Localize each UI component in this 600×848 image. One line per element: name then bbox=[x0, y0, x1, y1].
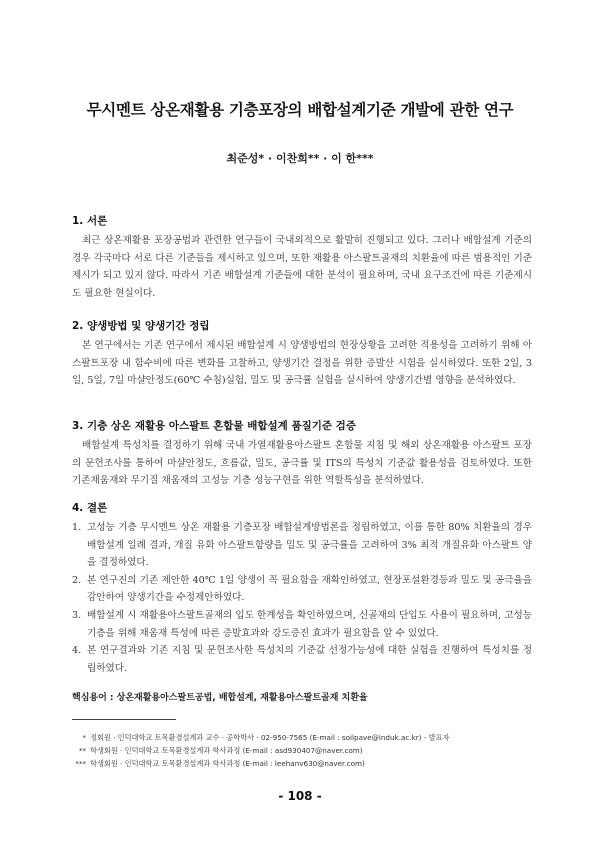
section-body: 본 연구에서는 기존 연구에서 제시된 배합설계 시 양생방법의 현장상황을 고려한 적용성을 고려하기 위해 아스팔트포장 내 함수비에 따른 변화를 고찰하고, 양생기간 결정을 위한 증발산 시험을 실시하였다. 또한 2일, 3일, 5일, 7일 마샬안정도(60℃ 수침)실험, 밀도 및 공극률 실험을 실시하여 양생기간별 영향을 분석하였다. bbox=[72, 340, 532, 387]
section-quality-criteria bbox=[72, 418, 532, 490]
page-number: - 108 - bbox=[278, 789, 322, 803]
conclusion-list bbox=[72, 519, 532, 677]
footnotes bbox=[72, 731, 542, 770]
list-item: 1. 고성능 기층 무시멘트 상온 재활용 기층포장 배합설계방법론을 정립하였고, 이를 통한 80% 치환율의 경우 배합설계 일례 결과, 개질 유화 아스팔트함량을 밀도 및 공극률을 고려하여 3% 최적 개질유화 아스팔트 양을 결정하였다. bbox=[72, 522, 532, 569]
list-item: 3. 배합설계 시 재활용아스팔트골재의 입도 한계성을 확인하였으며, 신골재의 단입도 사용이 필요하며, 고성능기층을 위해 채움재 특성에 따른 증발효과와 강도증진 효과가 필요함을 알 수 있었다. bbox=[72, 609, 532, 639]
paper-title: 무시멘트 상온재활용 기층포장의 배합설계기준 개발에 관한 연구 bbox=[86, 101, 514, 119]
section-heading: 4. 결론 bbox=[72, 502, 108, 514]
keywords: 핵심용어 : 상온재활용아스팔트공법, 배합설계, 재활용아스팔트골재 치환율 bbox=[72, 693, 368, 703]
author-line: 최준성* · 이찬희** · 이 한*** bbox=[226, 152, 374, 165]
footnote: *** 학생회원 · 인덕대학교 토목환경설계과 학사과정 (E-mail : leehanv630@naver.com) bbox=[75, 759, 365, 768]
section-curing-method bbox=[72, 318, 532, 390]
section-body: 최근 상온재활용 포장공법과 관련한 연구들이 국내외적으로 활발히 진행되고 있다. 그러나 배합설계 기준의 경우 각국마다 서로 다른 기준들을 제시하고 있으며, 또한 재활용 아스팔트골재의 치환율에 따른 범용적인 기준제시가 되고 있지 않다. 따라서 기존 배합설계 기준들에 대한 분석이 필요하며, 국내 요구조건에 따른 기준제시도 필요한 현실이다. bbox=[72, 235, 532, 299]
footnote: * 정회원 · 인덕대학교 토목환경설계과 교수 · 공학박사 · 02-950-7565 (E-mail : soilpave@induk.ac.kr) - 발표자 bbox=[82, 733, 450, 742]
section-body: 배합설계 특성치를 결정하기 위해 국내 가열재활용아스팔트 혼합물 지침 및 해외 상온재활용 아스팔트 포장의 문헌조사를 통하여 마샬안정도, 흐름값, 밀도, 공극률 및 ITS의 특성치 기준값 활용성을 검토하였다. 또한 기존채움재와 무기질 채움재의 고성능 기층 성능구현을 위한 역할특성을 분석하였다. bbox=[72, 440, 532, 487]
section-heading: 1. 서론 bbox=[72, 215, 108, 227]
footnote-divider bbox=[72, 719, 176, 720]
section-conclusion bbox=[72, 500, 532, 677]
section-introduction bbox=[72, 213, 532, 302]
footnote: ** 학생회원 · 인덕대학교 토목환경설계과 학사과정 (E-mail : asd930407@naver.com) bbox=[78, 746, 363, 755]
section-heading: 3. 기층 상온 재활용 아스팔트 혼합물 배합설계 품질기준 검증 bbox=[72, 420, 356, 432]
list-item: 4. 본 연구결과와 기존 지침 및 문헌조사한 특성치의 기준값 선정가능성에 대한 실험을 진행하여 특성치를 정립하였다. bbox=[72, 645, 532, 674]
list-item: 2. 본 연구진의 기존 제안한 40℃ 1일 양생이 꼭 필요함을 재확인하였고, 현장포설환경등과 밀도 및 공극율을 감안하여 양생기간을 수정제안하였다. bbox=[72, 574, 532, 604]
section-heading: 2. 양생방법 및 양생기간 정립 bbox=[72, 320, 210, 332]
